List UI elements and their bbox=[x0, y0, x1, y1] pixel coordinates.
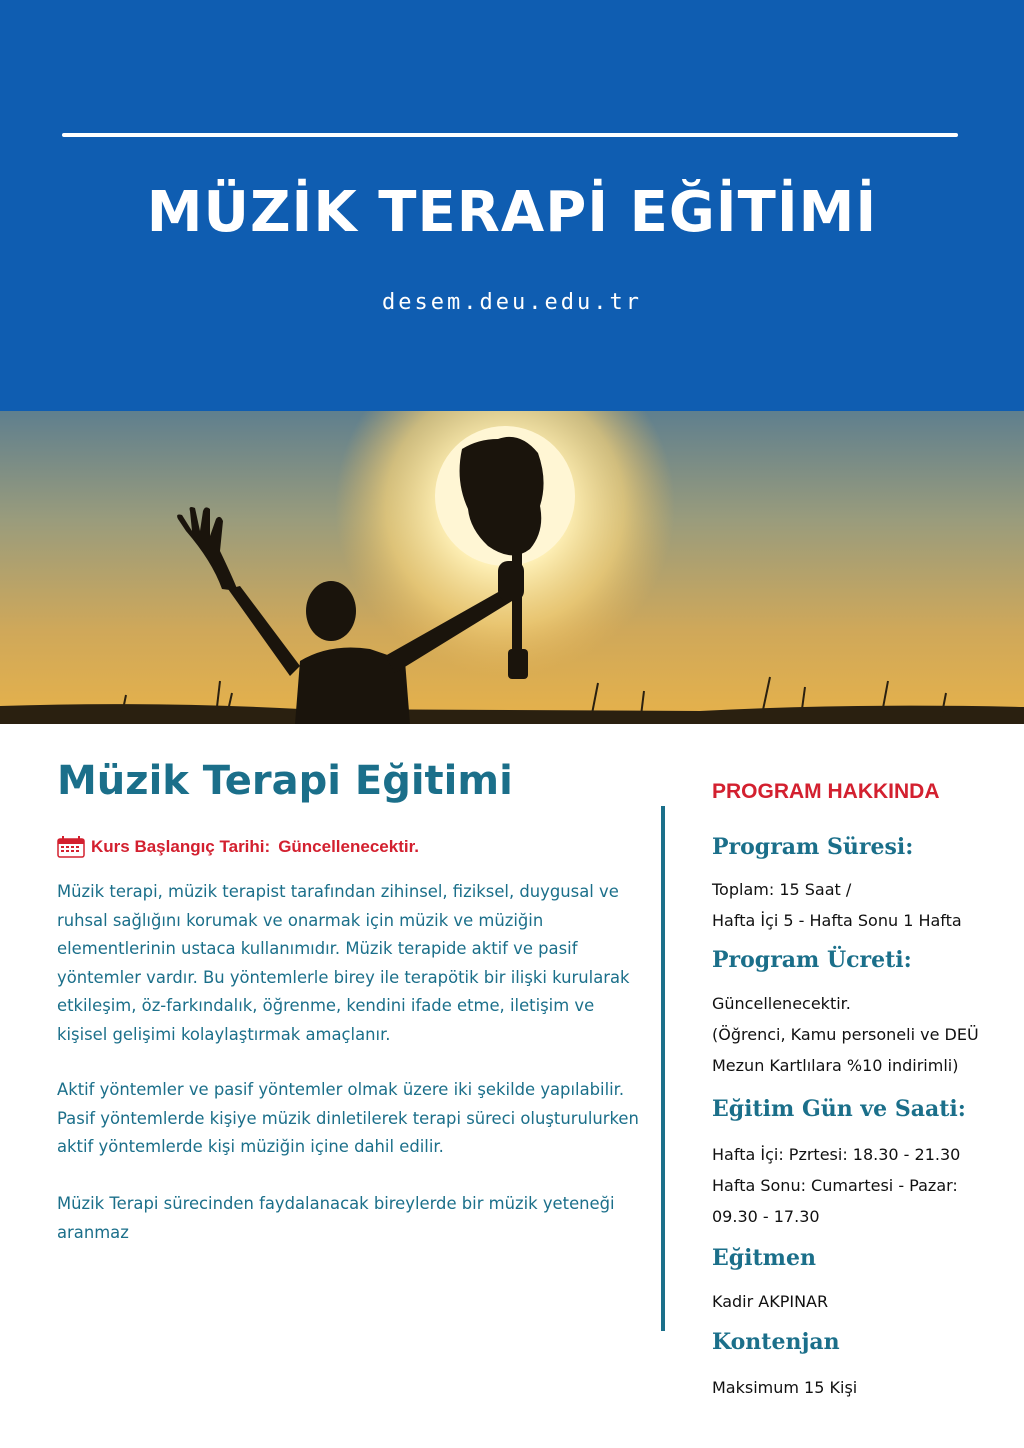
schedule-line-2: Hafta Sonu: Cumartesi - Pazar: bbox=[712, 1176, 958, 1195]
description-paragraph-1: Müzik terapi, müzik terapist tarafından zihinsel, fiziksel, duygusal ve ruhsal sağlığını korumak ve onarmak için müzik ve müziğin elementlerinin ustaca kullanımıdır. Müzik terapide aktif ve pasif yöntemler vardır. Bu yöntemlerle birey ile terapötik bir ilişki kurularak etkileşim, öz-farkındalık, öğrenme, kendini ifade etme, iletişim ve kişisel gelişimi kolaylaştırmak amaçlanır. bbox=[57, 882, 630, 1044]
start-date-value: Güncellenecektir. bbox=[278, 837, 419, 856]
description-paragraph-3: Müzik Terapi sürecinden faydalanacak bireylerde bir müzik yeteneği aranmaz bbox=[57, 1194, 615, 1242]
trainer-title: Eğitmen bbox=[712, 1245, 816, 1271]
start-date-label: Kurs Başlangıç Tarihi: bbox=[91, 837, 271, 856]
calendar-icon bbox=[57, 836, 85, 858]
start-date-row bbox=[57, 836, 419, 858]
schedule-title: Eğitim Gün ve Saati: bbox=[712, 1096, 966, 1122]
quota-value: Maksimum 15 Kişi bbox=[712, 1378, 858, 1397]
duration-line-2: Hafta İçi 5 - Hafta Sonu 1 Hafta bbox=[712, 911, 962, 930]
description-paragraph-2: Aktif yöntemler ve pasif yöntemler olmak üzere iki şekilde yapılabilir. Pasif yöntemlerde kişiye müzik dinletilerek terapi süreci oluşturulurken aktif yöntemlerde kişi müziğin içine dahil edilir. bbox=[57, 1080, 639, 1156]
duration-title: Program Süresi: bbox=[712, 834, 914, 860]
section-title: Müzik Terapi Eğitimi bbox=[57, 758, 513, 804]
fee-line-2: (Öğrenci, Kamu personeli ve DEÜ bbox=[712, 1025, 979, 1044]
duration-text bbox=[712, 874, 1012, 936]
page-title: MÜZİK TERAPİ EĞİTİMİ bbox=[146, 180, 878, 245]
schedule-line-1: Hafta İçi: Pzrtesi: 18.30 - 21.30 bbox=[712, 1145, 961, 1164]
schedule-line-3: 09.30 - 17.30 bbox=[712, 1207, 820, 1226]
column-divider bbox=[661, 806, 665, 1331]
header-band bbox=[0, 0, 1024, 411]
hero-image bbox=[0, 411, 1024, 724]
program-info-heading: PROGRAM HAKKINDA bbox=[712, 780, 940, 803]
fee-line-3: Mezun Kartlılara %10 indirimli) bbox=[712, 1056, 959, 1075]
fee-text bbox=[712, 988, 1012, 1081]
guitar-silhouette-photo-icon bbox=[0, 411, 1024, 724]
fee-line-1: Güncellenecektir. bbox=[712, 994, 851, 1013]
fee-title: Program Ücreti: bbox=[712, 947, 912, 973]
header-rule bbox=[62, 133, 958, 137]
trainer-name: Kadir AKPINAR bbox=[712, 1292, 829, 1311]
schedule-text bbox=[712, 1139, 1012, 1232]
duration-line-1: Toplam: 15 Saat / bbox=[712, 880, 852, 899]
site-url[interactable]: desem.deu.edu.tr bbox=[382, 290, 642, 315]
quota-title: Kontenjan bbox=[712, 1329, 840, 1355]
